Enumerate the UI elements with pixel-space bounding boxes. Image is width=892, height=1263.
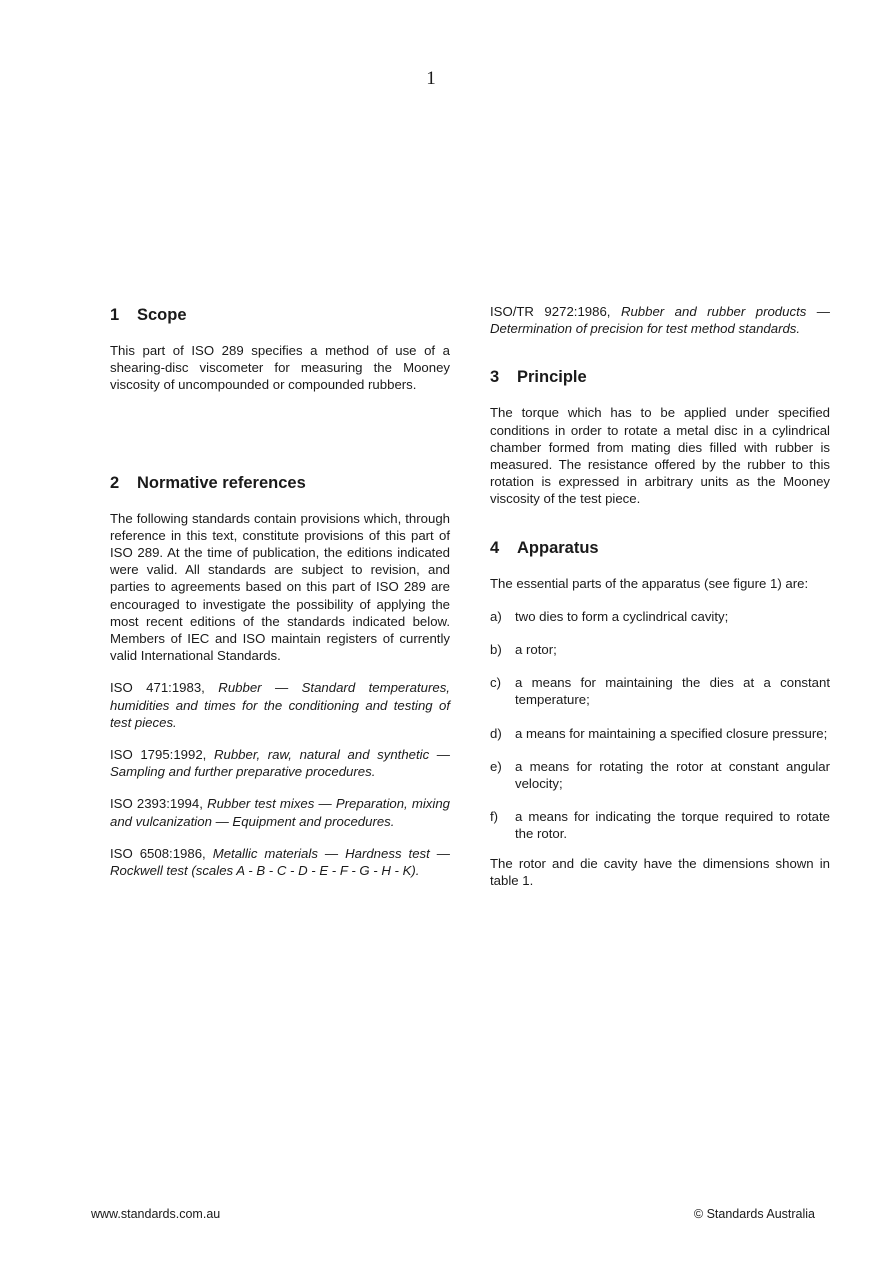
- reference-item: [110, 845, 450, 879]
- apparatus-intro: The essential parts of the apparatus (see figure 1) are:: [490, 575, 809, 591]
- footer-copyright: © Standards Australia: [693, 1207, 815, 1221]
- reference-title: Rubber test mixes — Preparation, mixing and vulcanization — Equipment and procedures.: [110, 796, 450, 829]
- reference-code: ISO/TR 9272:1986,: [490, 304, 611, 319]
- section-title: Normative references: [137, 473, 306, 492]
- list-label: f): [490, 809, 499, 825]
- list-label: e): [490, 758, 502, 774]
- section-heading-scope: [110, 305, 450, 325]
- section-number: 1: [110, 306, 120, 324]
- list-text: two dies to form a cyclindrical cavity;: [515, 608, 729, 624]
- list-text: a means for rotating the rotor at constant angular velocity;: [515, 758, 830, 792]
- scope-paragraph: This part of ISO 289 specifies a method of use of a shearing-disc viscometer for measuring the Mooney viscosity of uncompounded or compounded rubbers.: [110, 343, 450, 393]
- list-label: d): [490, 725, 502, 741]
- reference-item: [110, 746, 450, 780]
- list-text: a rotor;: [515, 642, 557, 658]
- right-column: [490, 303, 830, 889]
- section-heading-apparatus: [490, 538, 830, 558]
- reference-item: [110, 795, 450, 829]
- apparatus-list-item: [490, 674, 830, 708]
- reference-code: ISO 1795:1992,: [110, 747, 207, 763]
- reference-code: ISO 2393:1994,: [110, 796, 203, 812]
- apparatus-list-item: [490, 641, 830, 658]
- reference-title: Rubber and rubber products — Determination of precision for test method standards.: [490, 304, 830, 337]
- section-heading-principle: [490, 367, 830, 387]
- page-number: 1: [426, 68, 436, 89]
- reference-title: Metallic materials — Hardness test — Rockwell test (scales A - B - C - D - E - F - G - H - K).: [110, 845, 450, 879]
- reference-code: ISO 6508:1986,: [110, 845, 206, 861]
- apparatus-list-item: [490, 725, 830, 742]
- reference-title: Rubber — Standard temperatures, humidities and times for the conditioning and testing of test pieces.: [110, 680, 450, 730]
- reference-title: Rubber, raw, natural and synthetic — Sampling and further preparative procedures.: [110, 747, 450, 780]
- list-label: b): [490, 642, 502, 658]
- section-number: 2: [110, 473, 120, 492]
- reference-code: ISO 471:1983,: [110, 680, 205, 696]
- apparatus-list-item: [490, 808, 830, 842]
- principle-paragraph: The torque which has to be applied under specified conditions in order to rotate a metal disc in a cylindrical chamber formed from mating dies filled with rubber is measured. The resistance offered by the rubber to this rotation is expressed in arbitrary units as the Mooney viscosity of the test piece.: [490, 405, 830, 507]
- section-title: Apparatus: [517, 538, 599, 557]
- section-title: Scope: [137, 306, 187, 324]
- list-text: a means for maintaining the dies at a constant temperature;: [515, 675, 830, 708]
- list-text: a means for indicating the torque required to rotate the rotor.: [515, 809, 830, 842]
- list-label: c): [490, 675, 501, 691]
- section-heading-normative-references: [110, 473, 450, 493]
- section-title: Principle: [517, 368, 587, 387]
- apparatus-list-item: [490, 608, 830, 625]
- reference-item: [490, 303, 830, 337]
- list-label: a): [490, 608, 502, 624]
- apparatus-list-item: [490, 758, 830, 792]
- section-number: 4: [490, 538, 500, 557]
- footer-website-link[interactable]: www.standards.com.au: [91, 1207, 221, 1221]
- apparatus-closing: The rotor and die cavity have the dimensions shown in table 1.: [490, 855, 830, 888]
- list-text: a means for maintaining a specified closure pressure;: [515, 725, 828, 741]
- normative-references-intro: The following standards contain provisions which, through reference in this text, constitute provisions of this part of ISO 289. At the time of publication, the editions indicated were valid. All standards are subject to revision, and parties to agreements based on this part of ISO 289 are encouraged to investigate the possibility of applying the most recent editions of the standards indicated below. Members of IEC and ISO maintain registers of currently valid International Standards.: [110, 510, 450, 664]
- section-number: 3: [490, 368, 500, 387]
- left-column: [110, 305, 450, 879]
- reference-item: [110, 679, 450, 731]
